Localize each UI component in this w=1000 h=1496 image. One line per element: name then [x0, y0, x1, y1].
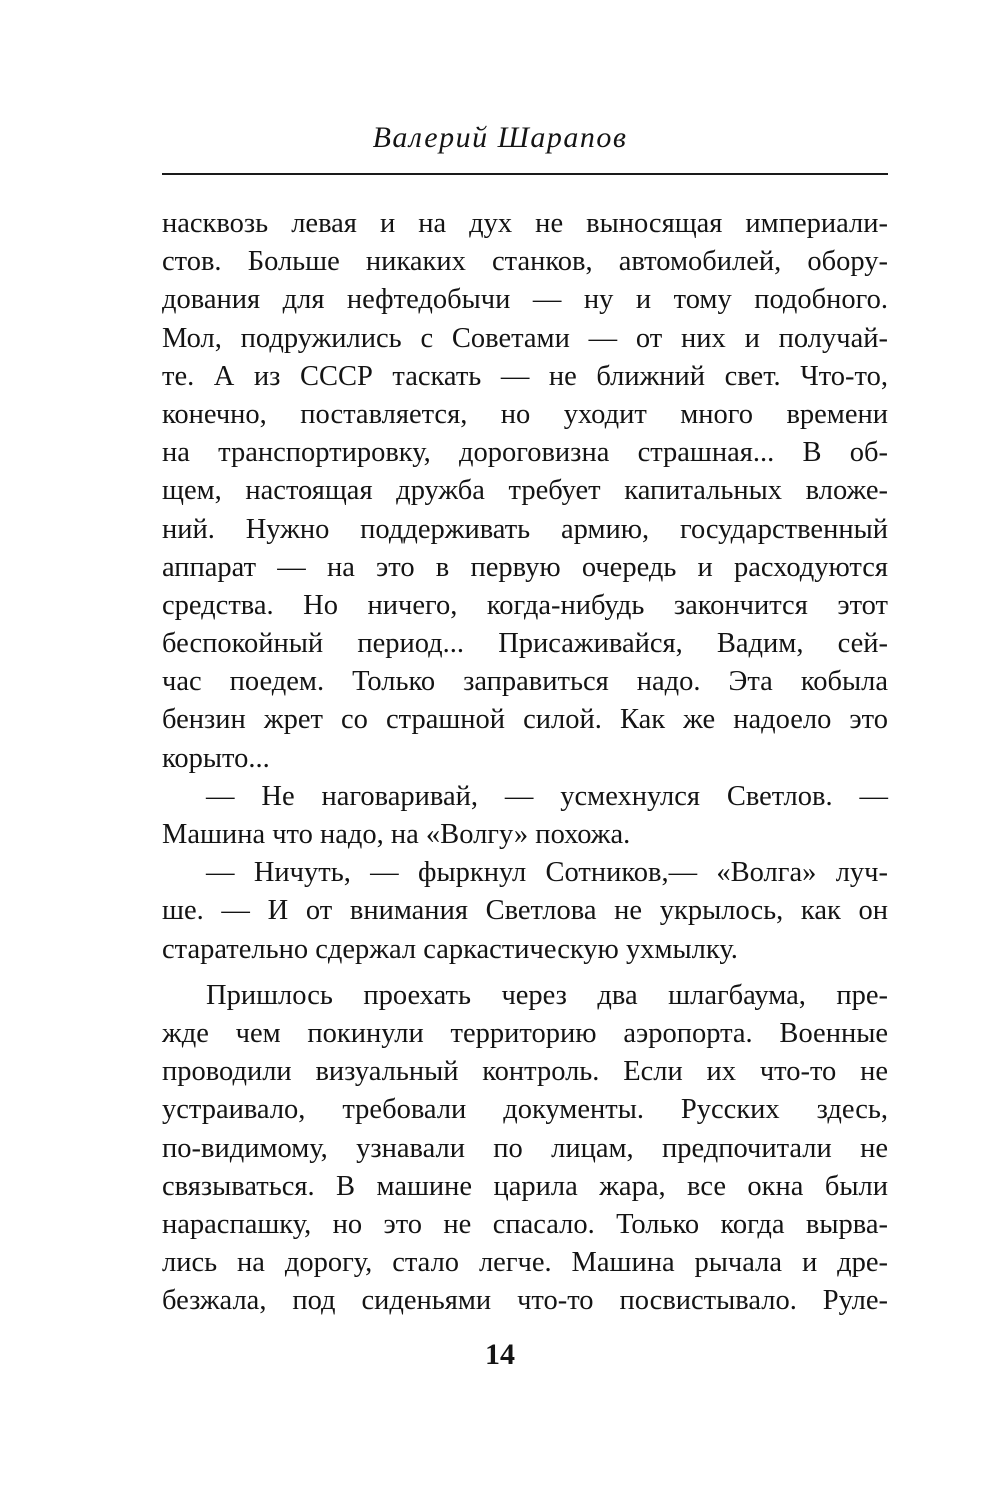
text-line: Мол, подружились с Советами — от них и получай-	[162, 322, 888, 354]
text-line: лись на дорогу, стало легче. Машина рычала и дре-	[162, 1247, 888, 1279]
text-line: Пришлось проехать через два шлагбаума, пре-	[206, 979, 888, 1011]
text-line: бензин жрет со страшной силой. Как же надоело это	[162, 704, 888, 736]
text-line: ше. — И от внимания Светлова не укрылось, как он	[162, 895, 888, 927]
page-body	[162, 205, 888, 1320]
text-line: старательно сдержал саркастическую ухмылку.	[162, 933, 738, 965]
text-line: насквозь левая и на дух не выносящая империали-	[162, 208, 888, 239]
paragraph-4	[162, 977, 888, 1321]
text-line: безжала, под сиденьями что-то посвистывало. Руле-	[162, 1285, 888, 1317]
text-line: час поедем. Только заправиться надо. Эта кобыла	[162, 666, 888, 698]
header-rule	[162, 173, 888, 175]
page-number: 14	[485, 1338, 515, 1371]
text-line: ний. Нужно поддерживать армию, государственный	[162, 513, 888, 545]
paragraph-spacing	[162, 969, 888, 977]
text-line: Машина что надо, на «Волгу» похожа.	[162, 819, 631, 850]
paragraph-3	[162, 854, 888, 969]
text-line: стов. Больше никаких станков, автомобилей, обору-	[162, 246, 888, 278]
text-line: средства. Но ничего, когда-нибудь закончится этот	[162, 589, 888, 621]
text-line: проводили визуальный контроль. Если их что-то не	[162, 1056, 888, 1088]
paragraph-2	[162, 778, 888, 854]
text-line: устраивало, требовали документы. Русских здесь,	[162, 1094, 888, 1126]
paragraph-1	[162, 205, 888, 778]
text-line: нараспашку, но это не спасало. Только когда вырва-	[162, 1208, 888, 1240]
text-line: корыто...	[162, 742, 270, 774]
text-line: те. А из СССР таскать — не ближний свет. Что-то,	[162, 360, 888, 392]
text-line: аппарат — на это в первую очередь и расходуются	[162, 551, 888, 583]
running-header: Валерий Шарапов	[372, 121, 628, 154]
text-line: на транспортировку, дороговизна страшная... В об-	[162, 437, 888, 469]
text-line: — Ничуть, — фыркнул Сотников,— «Волга» луч-	[206, 857, 888, 889]
text-line: связываться. В машине царила жара, все окна были	[162, 1170, 888, 1202]
text-line: жде чем покинули территорию аэропорта. Военные	[162, 1017, 888, 1049]
text-line: щем, настоящая дружба требует капитальных вложе-	[162, 475, 888, 507]
text-line: конечно, поставляется, но уходит много времени	[162, 398, 888, 430]
text-line: беспокойный период... Присаживайся, Вадим, сей-	[162, 628, 888, 660]
text-line: дования для нефтедобычи — ну и тому подобного.	[162, 284, 888, 316]
text-line: — Не наговаривай, — усмехнулся Светлов. —	[206, 780, 888, 812]
text-line: по-видимому, узнавали по лицам, предпочитали не	[162, 1132, 888, 1164]
